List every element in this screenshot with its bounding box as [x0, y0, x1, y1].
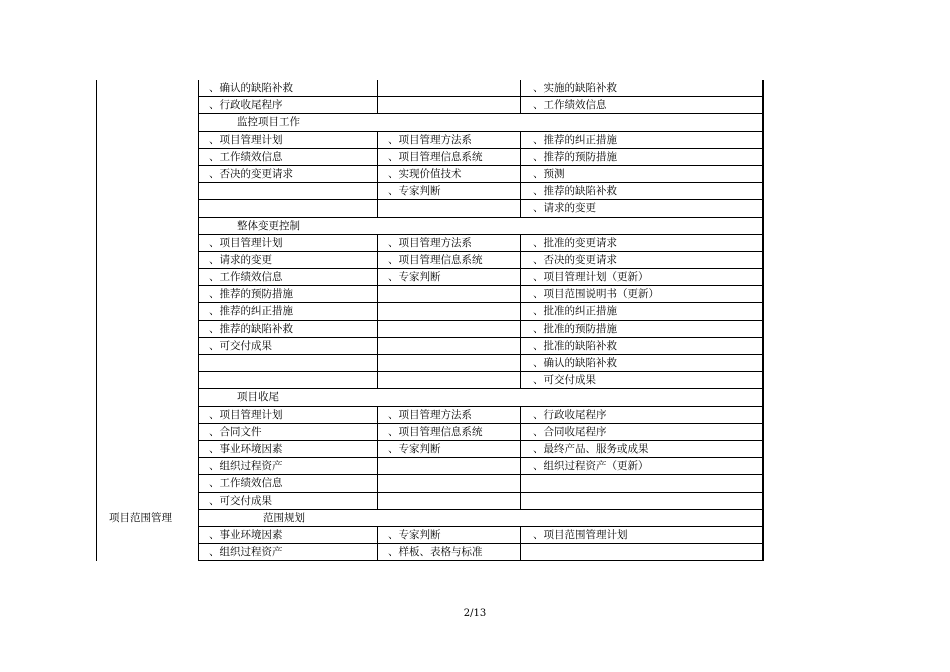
area-cell — [96, 493, 198, 510]
output-cell: 、项目范围说明书（更新） — [520, 286, 764, 303]
input-cell: 、推荐的预防措施 — [198, 286, 377, 303]
input-cell: 、确认的缺陷补救 — [198, 80, 377, 97]
output-cell — [520, 493, 764, 510]
tool-cell — [377, 200, 520, 217]
input-cell: 、组织过程资产 — [198, 544, 377, 561]
output-cell: 、行政收尾程序 — [520, 407, 764, 424]
page-number: 2/13 — [463, 608, 487, 619]
input-cell: 、请求的变更 — [198, 252, 377, 269]
tool-cell: 、项目管理信息系统 — [377, 149, 520, 166]
input-cell — [198, 355, 377, 372]
tool-cell — [377, 355, 520, 372]
input-cell: 、可交付成果 — [198, 493, 377, 510]
section-title: 范围规划 — [198, 510, 764, 527]
input-cell — [198, 183, 377, 200]
tool-cell: 、实现价值技术 — [377, 166, 520, 183]
tool-cell — [377, 286, 520, 303]
area-cell — [96, 80, 198, 97]
tool-cell: 、项目管理信息系统 — [377, 424, 520, 441]
area-cell — [96, 407, 198, 424]
output-cell: 、最终产品、服务或成果 — [520, 441, 764, 458]
output-cell: 、推荐的纠正措施 — [520, 132, 764, 149]
tool-cell — [377, 321, 520, 338]
tool-cell — [377, 372, 520, 389]
area-cell — [96, 441, 198, 458]
tool-cell — [377, 458, 520, 475]
input-cell: 、否决的变更请求 — [198, 166, 377, 183]
output-cell — [520, 544, 764, 561]
tool-cell — [377, 80, 520, 97]
tool-cell: 、项目管理信息系统 — [377, 252, 520, 269]
tool-cell: 、项目管理方法系 — [377, 407, 520, 424]
tool-cell: 、样板、表格与标准 — [377, 544, 520, 561]
area-cell — [96, 269, 198, 286]
output-cell: 、批准的缺陷补救 — [520, 338, 764, 355]
input-cell: 、组织过程资产 — [198, 458, 377, 475]
output-cell: 、请求的变更 — [520, 200, 764, 217]
input-cell — [198, 372, 377, 389]
output-cell: 、批准的变更请求 — [520, 235, 764, 252]
output-cell: 、实施的缺陷补救 — [520, 80, 764, 97]
output-cell: 、确认的缺陷补救 — [520, 355, 764, 372]
area-cell — [96, 321, 198, 338]
input-cell: 、事业环境因素 — [198, 527, 377, 544]
output-cell: 、批准的纠正措施 — [520, 303, 764, 320]
input-cell: 、工作绩效信息 — [198, 269, 377, 286]
input-cell: 、合同文件 — [198, 424, 377, 441]
process-table — [96, 80, 764, 561]
section-title: 监控项目工作 — [198, 114, 764, 131]
area-cell — [96, 235, 198, 252]
section-title: 项目收尾 — [198, 389, 764, 406]
area-cell — [96, 183, 198, 200]
tool-cell: 、专家判断 — [377, 527, 520, 544]
output-cell: 、合同收尾程序 — [520, 424, 764, 441]
input-cell: 、项目管理计划 — [198, 235, 377, 252]
tool-cell: 、项目管理方法系 — [377, 235, 520, 252]
input-cell: 、可交付成果 — [198, 338, 377, 355]
area-cell — [96, 389, 198, 406]
tool-cell — [377, 493, 520, 510]
tool-cell: 、专家判断 — [377, 269, 520, 286]
area-cell — [96, 303, 198, 320]
tool-cell: 、专家判断 — [377, 441, 520, 458]
input-cell: 、项目管理计划 — [198, 407, 377, 424]
tool-cell — [377, 338, 520, 355]
area-cell — [96, 114, 198, 131]
output-cell: 、项目范围管理计划 — [520, 527, 764, 544]
area-cell — [96, 97, 198, 114]
output-cell: 、工作绩效信息 — [520, 97, 764, 114]
input-cell — [198, 200, 377, 217]
area-cell — [96, 286, 198, 303]
input-cell: 、项目管理计划 — [198, 132, 377, 149]
tool-cell — [377, 97, 520, 114]
area-cell — [96, 355, 198, 372]
input-cell: 、工作绩效信息 — [198, 475, 377, 492]
output-cell: 、预测 — [520, 166, 764, 183]
input-cell: 、推荐的缺陷补救 — [198, 321, 377, 338]
output-cell — [520, 475, 764, 492]
area-cell — [96, 338, 198, 355]
tool-cell — [377, 475, 520, 492]
area-cell — [96, 372, 198, 389]
tool-cell — [377, 303, 520, 320]
output-cell: 、否决的变更请求 — [520, 252, 764, 269]
area-cell — [96, 132, 198, 149]
output-cell: 、项目管理计划（更新） — [520, 269, 764, 286]
area-cell — [96, 527, 198, 544]
area-cell — [96, 424, 198, 441]
area-cell: 项目范围管理 — [96, 510, 198, 527]
output-cell: 、推荐的缺陷补救 — [520, 183, 764, 200]
output-cell: 、推荐的预防措施 — [520, 149, 764, 166]
area-cell — [96, 544, 198, 561]
tool-cell: 、专家判断 — [377, 183, 520, 200]
area-cell — [96, 149, 198, 166]
input-cell: 、工作绩效信息 — [198, 149, 377, 166]
input-cell: 、行政收尾程序 — [198, 97, 377, 114]
area-cell — [96, 252, 198, 269]
area-cell — [96, 475, 198, 492]
area-cell — [96, 458, 198, 475]
tool-cell: 、项目管理方法系 — [377, 132, 520, 149]
input-cell: 、推荐的纠正措施 — [198, 303, 377, 320]
output-cell: 、批准的预防措施 — [520, 321, 764, 338]
input-cell: 、事业环境因素 — [198, 441, 377, 458]
area-cell — [96, 218, 198, 235]
area-cell — [96, 200, 198, 217]
area-cell — [96, 166, 198, 183]
output-cell: 、组织过程资产（更新） — [520, 458, 764, 475]
table-grid — [96, 80, 764, 561]
section-title: 整体变更控制 — [198, 218, 764, 235]
output-cell: 、可交付成果 — [520, 372, 764, 389]
